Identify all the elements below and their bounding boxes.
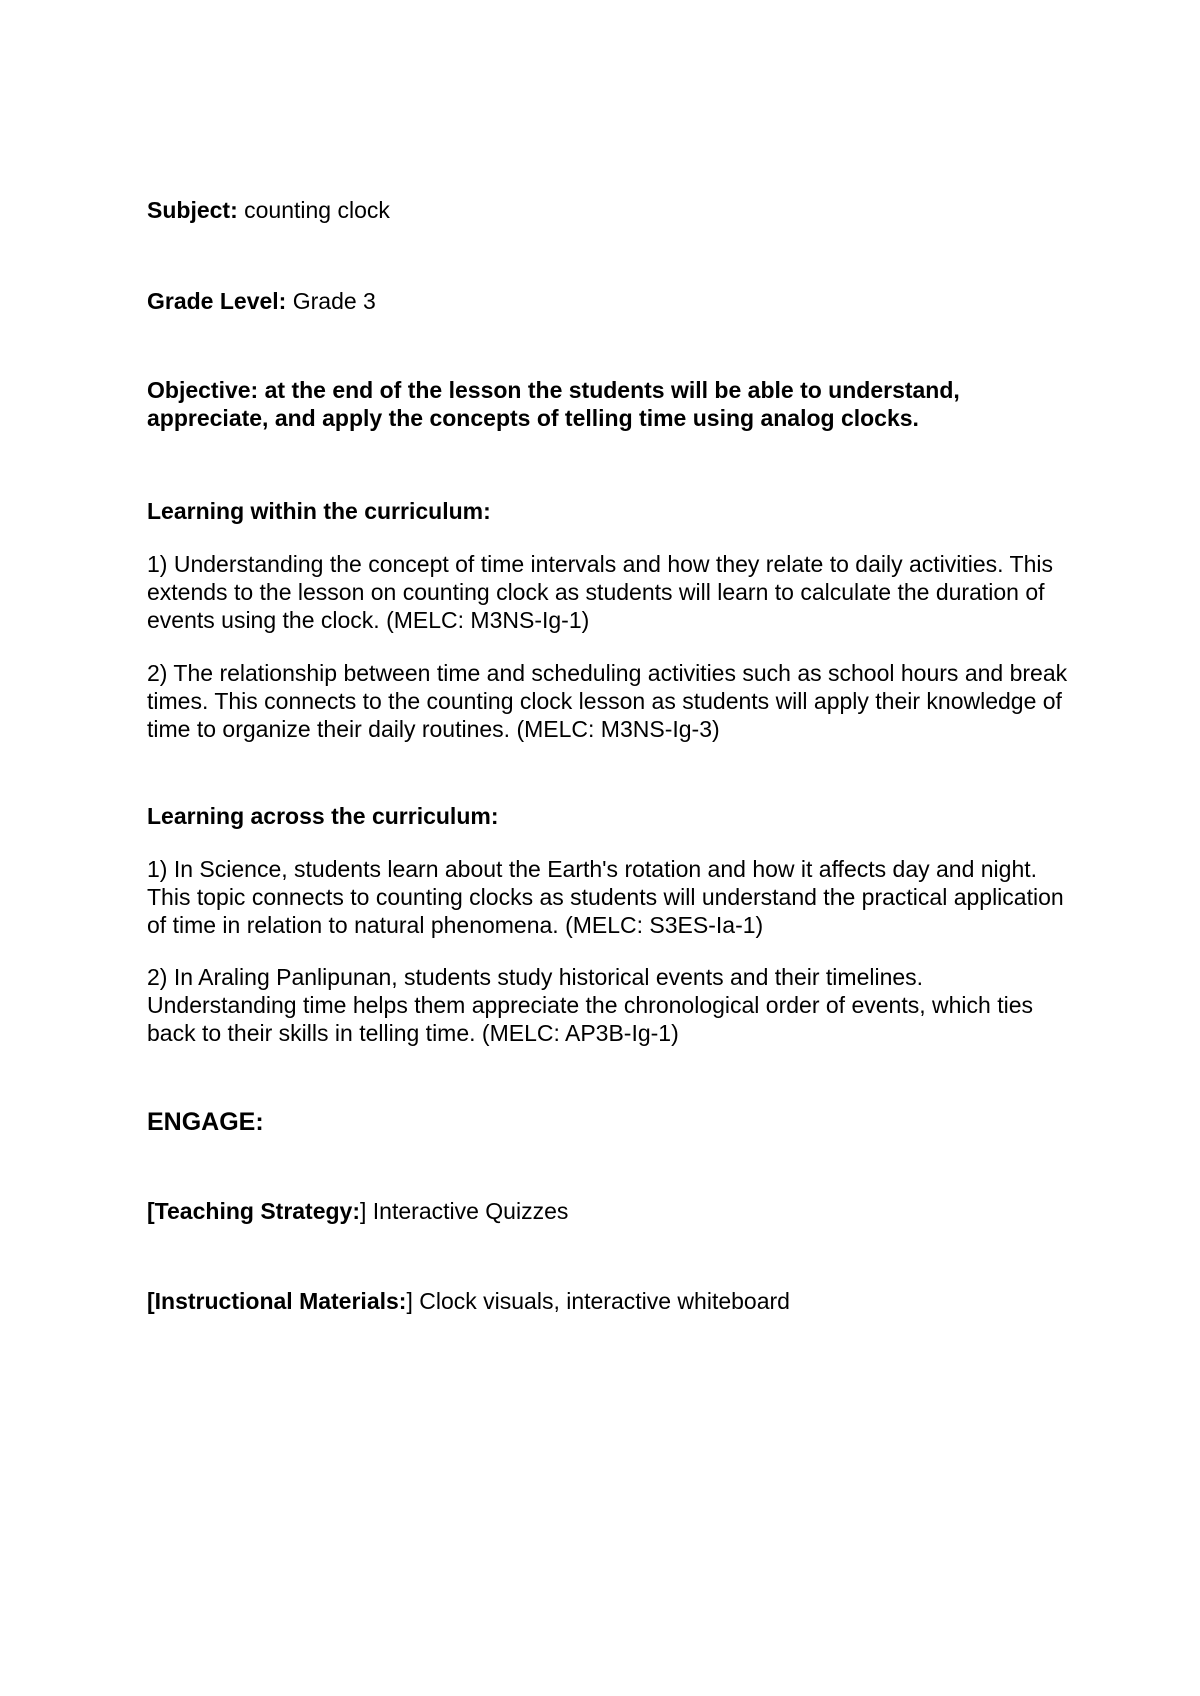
teaching-strategy-label: [Teaching Strategy:: [147, 1198, 361, 1224]
across-curriculum-heading: Learning across the curriculum:: [147, 803, 499, 829]
engage-heading: ENGAGE:: [147, 1108, 264, 1136]
objective-label: Objective:: [147, 377, 259, 403]
subject-label: Subject:: [147, 197, 238, 223]
across-item-1: 1) In Science, students learn about the Earth's rotation and how it affects day and night. This topic connects to counting clocks as students will understand the practical application of time in relation to natural phenomena. (MELC: S3ES-Ia-1): [147, 856, 1064, 938]
within-curriculum-heading: Learning within the curriculum:: [147, 498, 491, 524]
within-item-1: 1) Understanding the concept of time intervals and how they relate to daily activities. This extends to the lesson on counting clock as students will learn to calculate the duration of events using the clock. (MELC: M3NS-Ig-1): [147, 551, 1053, 633]
subject-value: counting clock: [244, 197, 390, 223]
instructional-materials-label: [Instructional Materials:: [147, 1288, 407, 1314]
instructional-materials-line: [Instructional Materials:] Clock visuals, interactive whiteboard: [147, 1288, 790, 1314]
grade-level-line: [147, 287, 1077, 315]
grade-level-value: Grade 3: [292, 288, 376, 314]
grade-level-label: Grade Level:: [147, 288, 287, 314]
within-item-2: 2) The relationship between time and scheduling activities such as school hours and break times. This connects to the counting clock lesson as students will apply their knowledge of time to organize their daily routines. (MELC: M3NS-Ig-3): [147, 660, 1068, 742]
across-item-2: 2) In Araling Panlipunan, students study historical events and their timelines. Understanding time helps them appreciate the chronological order of events, which ties back to their skills in telling time. (MELC: AP3B-Ig-1): [147, 964, 1033, 1046]
teaching-strategy-line: [Teaching Strategy:] Interactive Quizzes: [147, 1198, 569, 1224]
objective-paragraph: [147, 376, 1077, 432]
objective-text: at the end of the lesson the students will be able to understand, appreciate, and apply the concepts of telling time using analog clocks.: [147, 377, 960, 431]
teaching-strategy-value: Interactive Quizzes: [372, 1198, 569, 1224]
instructional-materials-value: Clock visuals, interactive whiteboard: [419, 1288, 790, 1314]
subject-line: [147, 196, 1077, 224]
